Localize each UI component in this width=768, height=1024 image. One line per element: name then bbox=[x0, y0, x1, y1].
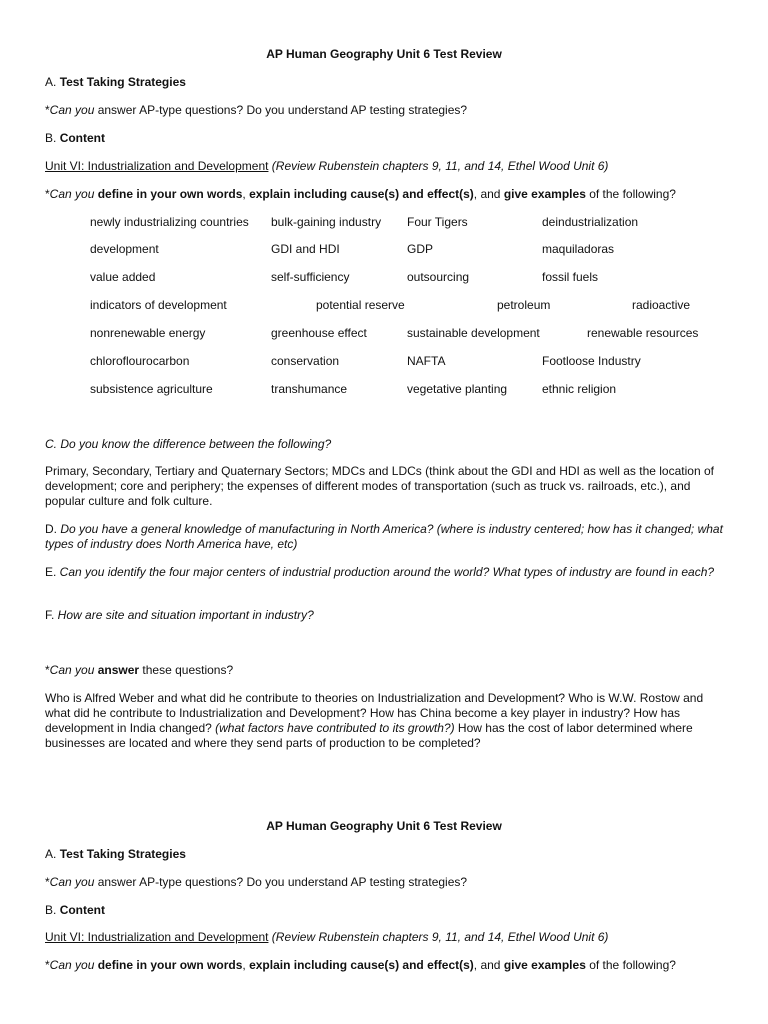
strategies-question-repeat: *Can you answer AP-type questions? Do you understand AP testing strategies? bbox=[45, 875, 468, 889]
vocab-term: greenhouse effect bbox=[271, 326, 367, 340]
vocab-term: development bbox=[90, 242, 159, 256]
vocab-term: newly industrializing countries bbox=[90, 215, 249, 229]
vocab-term: value added bbox=[90, 270, 156, 284]
section-d: D. Do you have a general knowledge of manufacturing in North America? (where is industry centered; how has it changed; what types of industry does North America have, etc) bbox=[45, 522, 723, 551]
vocab-term: subsistence agriculture bbox=[90, 382, 213, 396]
vocab-term: radioactive bbox=[632, 298, 691, 312]
page-title: AP Human Geography Unit 6 Test Review bbox=[266, 47, 502, 61]
vocab-term: bulk-gaining industry bbox=[271, 215, 382, 229]
vocab-term: Footloose Industry bbox=[542, 354, 641, 368]
vocab-term: ethnic religion bbox=[542, 382, 617, 396]
vocab-term: fossil fuels bbox=[542, 270, 599, 284]
section-c-question: C. Do you know the difference between the following? bbox=[45, 437, 332, 451]
section-b-heading: B. Content bbox=[45, 131, 106, 145]
strategies-question: *Can you answer AP-type questions? Do you understand AP testing strategies? bbox=[45, 103, 468, 117]
vocab-term: transhumance bbox=[271, 382, 348, 396]
vocab-term: indicators of development bbox=[90, 298, 227, 312]
section-a-heading: A. Test Taking Strategies bbox=[45, 75, 186, 89]
vocab-term: GDI and HDI bbox=[271, 242, 340, 256]
section-c-text: Primary, Secondary, Tertiary and Quaternary Sectors; MDCs and LDCs (think about the GDI and HDI as well as the location of development; core and periphery; the expenses of different modes of transportation (such as truck vs. railroads, etc.), and popular culture and folk culture. bbox=[45, 464, 714, 508]
vocab-term: vegetative planting bbox=[407, 382, 508, 396]
answer-questions: Who is Alfred Weber and what did he contribute to theories on Industrialization and Development? Who is W.W. Rostow and what did he contribute to Industrialization and Development? How has China become a key player in industry? How has development in India changed? (what factors have contributed to its growth?) How has the cost of labor determined where businesses are located and where they send parts of production to be completed? bbox=[45, 691, 704, 750]
section-f: F. How are site and situation important in industry? bbox=[45, 608, 314, 622]
page-title-repeat: AP Human Geography Unit 6 Test Review bbox=[266, 819, 502, 833]
section-b-heading-repeat: B. Content bbox=[45, 903, 106, 917]
answer-instruction: *Can you answer these questions? bbox=[45, 663, 234, 677]
section-e: E. Can you identify the four major centers of industrial production around the world? What types of industry are found in each? bbox=[45, 565, 715, 579]
vocab-term: chloroflourocarbon bbox=[90, 354, 190, 368]
vocab-term: deindustrialization bbox=[542, 215, 639, 229]
vocab-term: nonrenewable energy bbox=[90, 326, 206, 340]
define-instruction: *Can you define in your own words, explain including cause(s) and effect(s), and give examples of the following? bbox=[45, 187, 676, 201]
vocab-term: conservation bbox=[271, 354, 340, 368]
vocab-term: Four Tigers bbox=[407, 215, 468, 229]
unit-title-line: Unit VI: Industrialization and Development (Review Rubenstein chapters 9, 11, and 14, Ethel Wood Unit 6) bbox=[45, 159, 609, 173]
section-a-heading-repeat: A. Test Taking Strategies bbox=[45, 847, 186, 861]
vocab-term: maquiladoras bbox=[542, 242, 615, 256]
vocab-term: outsourcing bbox=[407, 270, 470, 284]
vocab-term: sustainable development bbox=[407, 326, 540, 340]
vocab-term: GDP bbox=[407, 242, 434, 256]
define-instruction-repeat: *Can you define in your own words, explain including cause(s) and effect(s), and give examples of the following? bbox=[45, 958, 676, 972]
vocab-term: NAFTA bbox=[407, 354, 446, 368]
vocab-term: potential reserve bbox=[316, 298, 405, 312]
unit-title-line-repeat: Unit VI: Industrialization and Development (Review Rubenstein chapters 9, 11, and 14, Ethel Wood Unit 6) bbox=[45, 930, 609, 944]
vocab-term: petroleum bbox=[497, 298, 551, 312]
vocab-term: self-sufficiency bbox=[271, 270, 350, 284]
vocab-term: renewable resources bbox=[587, 326, 699, 340]
